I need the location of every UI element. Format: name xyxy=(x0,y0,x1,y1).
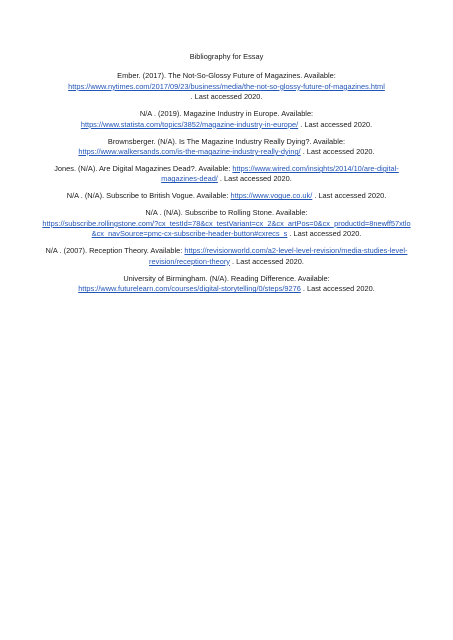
bibliography-entry xyxy=(40,109,413,130)
entry-link[interactable]: https://www.statista.com/topics/3852/magazine-industry-in-europe/ xyxy=(80,119,299,129)
bibliography-entry xyxy=(40,137,413,158)
entry-link[interactable]: https://revisionworld.com/a2-level-level-revision/media-studies-level-revision/reception-theory xyxy=(149,246,408,266)
entry-accessed: . Last accessed 2020. xyxy=(232,256,304,266)
entry-reference: Jones. (N/A). Are Digital Magazines Dead?. Available: xyxy=(54,164,231,174)
bibliography-entry xyxy=(40,274,413,295)
entry-reference: Ember. (2017). The Not-So-Glossy Future of Magazines. Available: xyxy=(117,71,336,81)
entry-accessed: . Last accessed 2020. xyxy=(300,119,373,129)
entry-reference: N/A . (N/A). Subscribe to British Vogue. Available: xyxy=(66,191,229,201)
entry-reference: N/A . (N/A). Subscribe to Rolling Stone. Available: xyxy=(145,208,308,218)
entry-accessed: . Last accessed 2020. xyxy=(190,92,263,102)
bibliography-entry xyxy=(40,246,413,267)
entry-link[interactable]: https://www.walkersands.com/is-the-magazine-industry-really-dying/ xyxy=(78,147,301,157)
entry-accessed: . Last accessed 2020. xyxy=(302,284,375,294)
entry-reference: Brownsberger. (N/A). Is The Magazine Industry Really Dying?. Available: xyxy=(107,136,346,146)
bibliography-entry xyxy=(40,164,413,185)
entry-link[interactable]: https://www.vogue.co.uk/ xyxy=(230,191,313,201)
bibliography-entry xyxy=(40,71,413,102)
bibliography-entry xyxy=(40,191,413,201)
bibliography-page xyxy=(40,52,413,301)
entry-link[interactable]: https://www.futurelearn.com/courses/digital-storytelling/0/steps/9276 xyxy=(78,284,301,294)
entry-reference: N/A . (2019). Magazine Industry in Europe. Available: xyxy=(139,109,314,119)
entry-link[interactable]: https://www.nytimes.com/2017/09/23/business/media/the-not-so-glossy-future-of-magazines.html xyxy=(68,81,385,91)
entry-link[interactable]: https://subscribe.rollingstone.com/?cx_testId=78&cx_testVariant=cx_2&cx_artPos=0&cx_productId=8newff57xtlo&cx_navSource=pmc-cx-subscribe-header-button#cxrecs_s xyxy=(42,218,411,239)
page-title: Bibliography for Essay xyxy=(189,52,264,61)
bibliography-entry xyxy=(40,208,413,239)
entry-reference: N/A . (2007). Reception Theory. Available: xyxy=(45,246,183,256)
entry-link[interactable]: https://www.wired.com/insights/2014/10/are-digital-magazines-dead/ xyxy=(161,164,399,184)
entry-accessed: . Last accessed 2020. xyxy=(302,147,375,157)
entry-accessed: . Last accessed 2020. xyxy=(289,229,362,239)
entry-reference: University of Birmingham. (N/A). Reading Difference. Available: xyxy=(123,273,330,283)
entry-accessed: . Last accessed 2020. xyxy=(314,191,387,201)
entry-accessed: . Last accessed 2020. xyxy=(219,174,292,184)
